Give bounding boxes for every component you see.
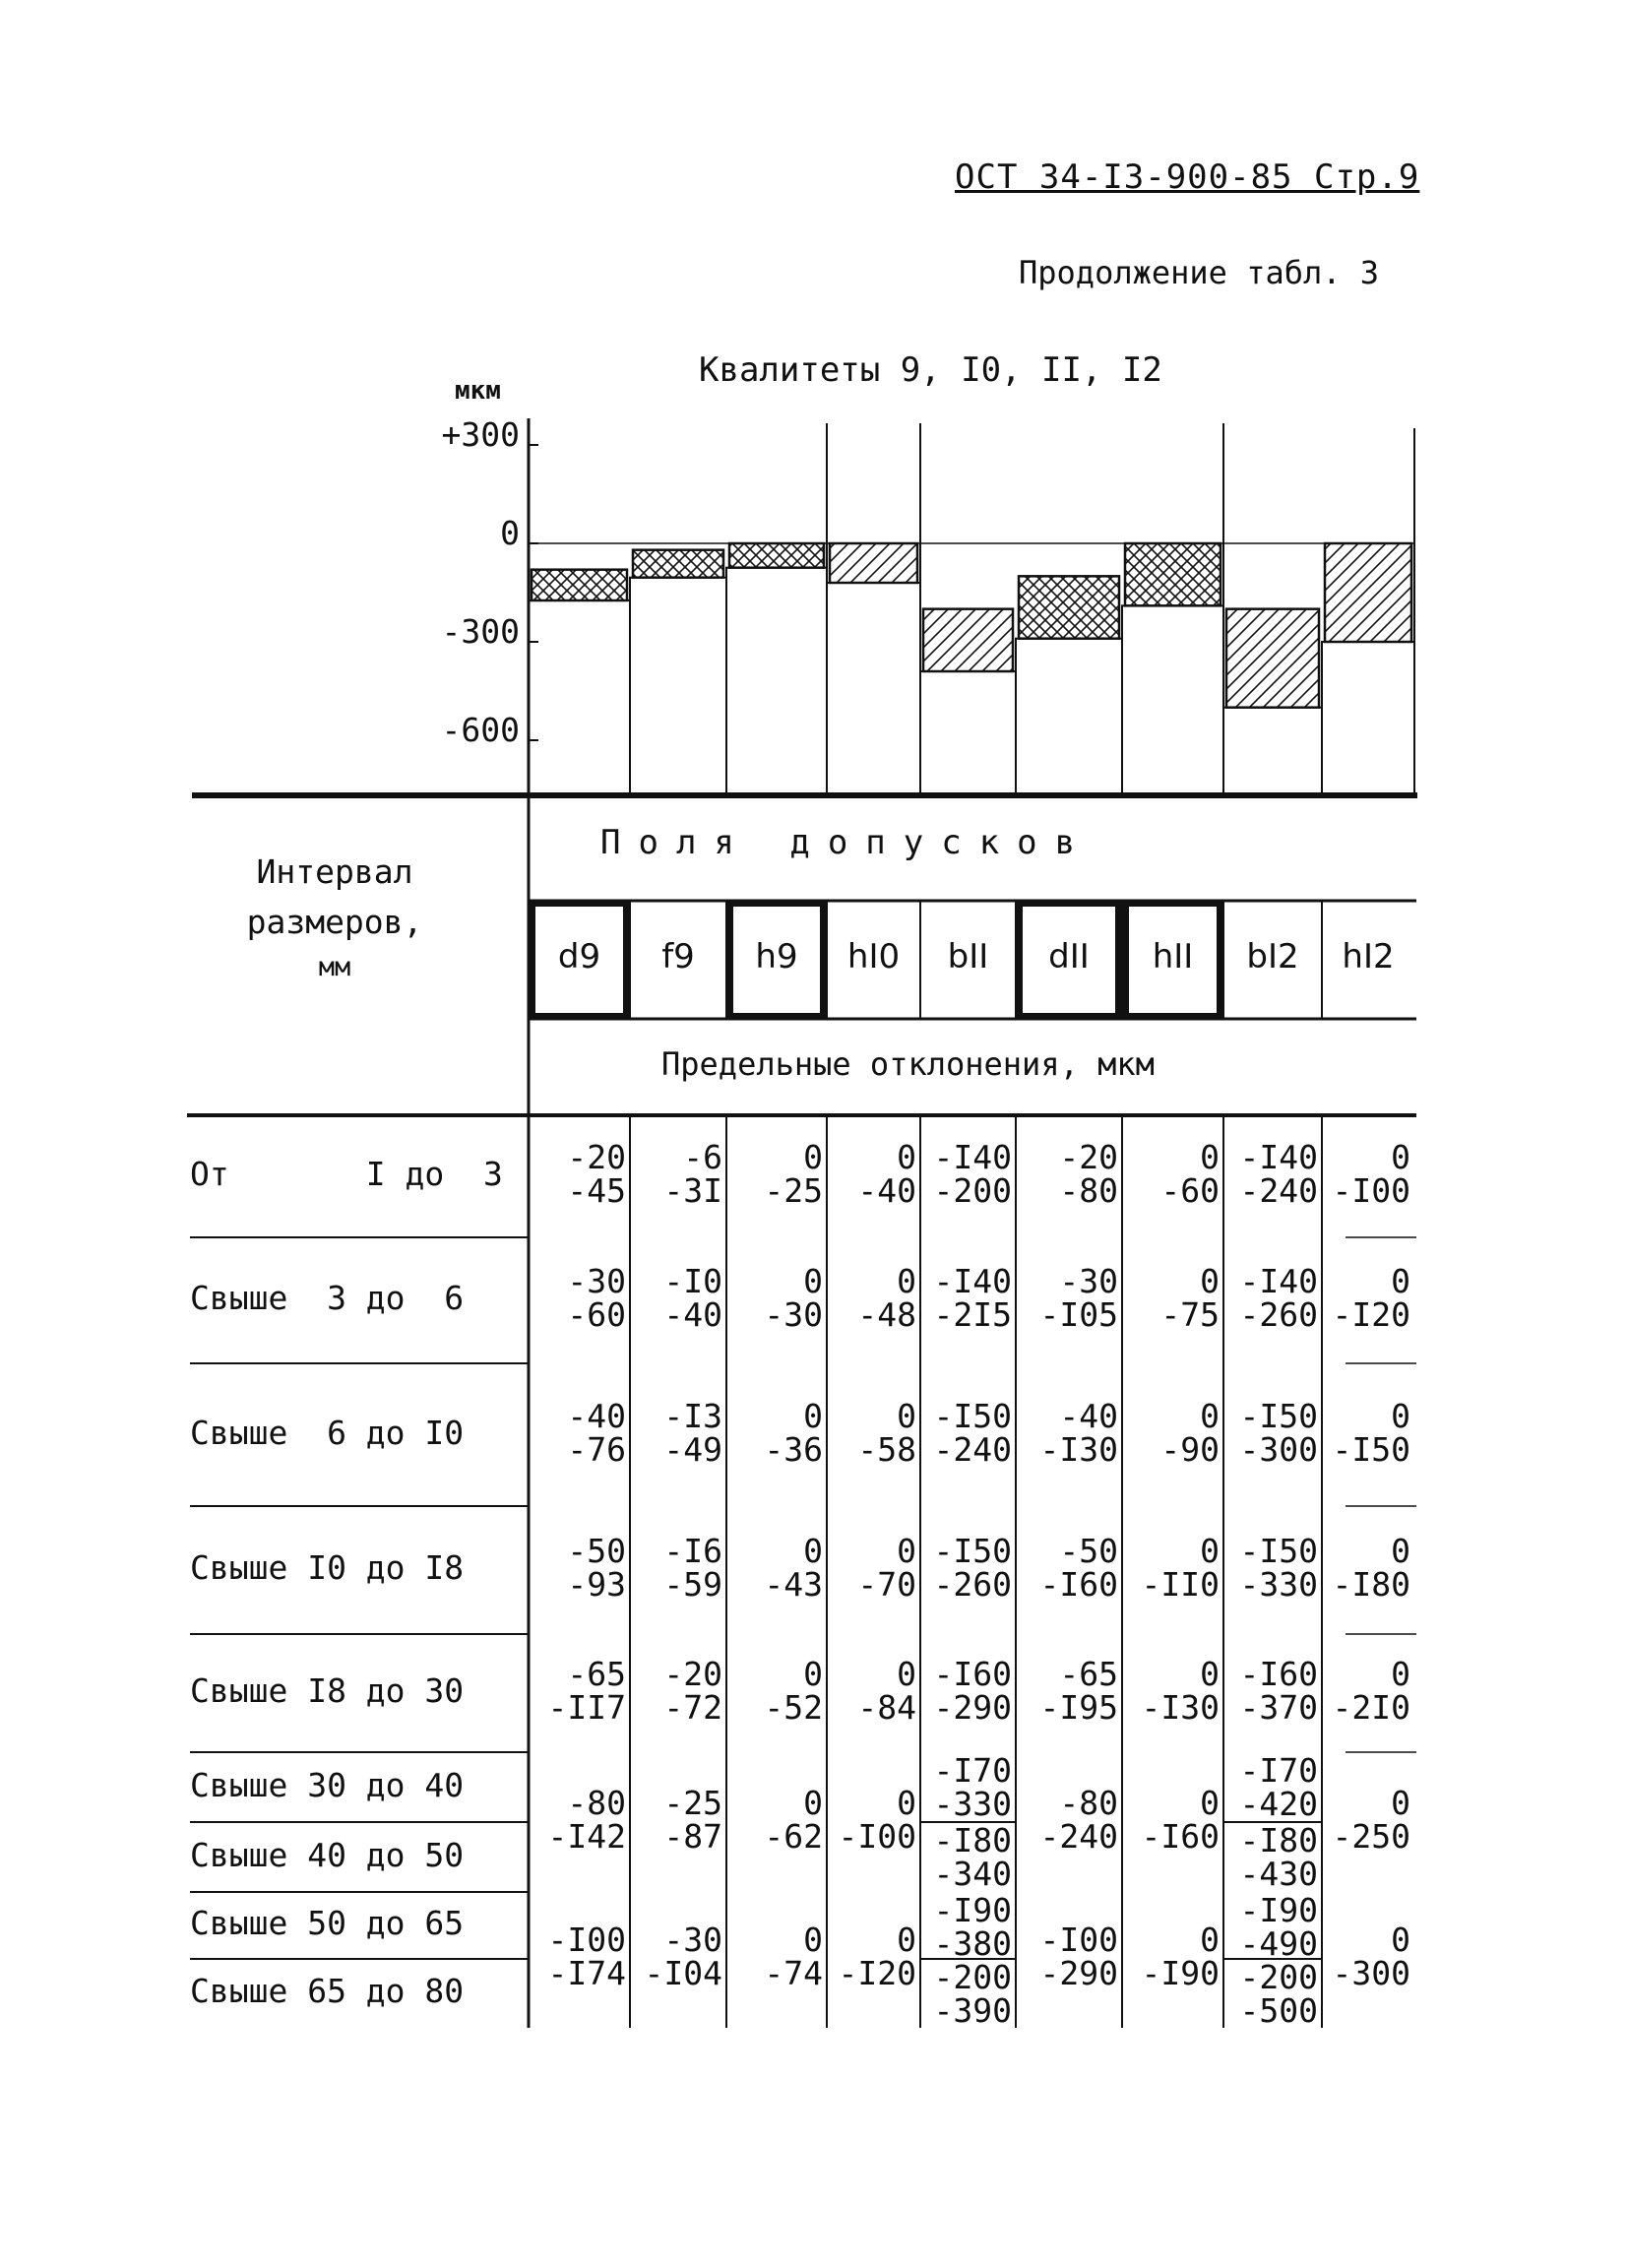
- group_50_80-h9-upper: 0: [803, 1921, 823, 1959]
- group_50_80-label-b: Свыше 65 до 80: [190, 1972, 465, 2010]
- cell-r3-dII-lower: -I60: [1039, 1565, 1118, 1604]
- group_30_50-h9-upper: 0: [803, 1784, 823, 1822]
- group_50_80-bI2-b-upper: -200: [1239, 1958, 1318, 1996]
- row-label-1: Свыше 3 до 6: [190, 1279, 465, 1317]
- cell-r0-dII-lower: -80: [1059, 1171, 1118, 1210]
- cell-r1-d9-lower: -60: [567, 1295, 626, 1334]
- cell-r3-f9-lower: -59: [663, 1565, 722, 1604]
- group_50_80-label-a: Свыше 50 до 65: [190, 1904, 465, 1942]
- row-label-4: Свыше I8 до 30: [190, 1671, 465, 1710]
- field-code-hI2: hI2: [1342, 937, 1395, 976]
- group_50_80-bII-b-upper: -200: [933, 1958, 1012, 1996]
- cell-r2-hI0-lower: -58: [857, 1429, 916, 1469]
- cell-r0-bI2-upper: -I40: [1239, 1138, 1318, 1176]
- cell-r0-f9-upper: -6: [683, 1138, 722, 1176]
- cell-r2-dII-lower: -I30: [1039, 1429, 1118, 1469]
- cell-r1-hI2-upper: 0: [1391, 1262, 1410, 1300]
- y-axis-unit: мкм: [455, 376, 501, 406]
- cell-r2-d9-upper: -40: [567, 1396, 626, 1435]
- cell-r1-f9-lower: -40: [663, 1295, 722, 1334]
- tolerance-bar-f9: [633, 550, 723, 578]
- interval-label-line3: мм: [318, 952, 351, 983]
- cell-r2-hI0-upper: 0: [897, 1396, 916, 1435]
- cell-r1-hI2-lower: -I20: [1332, 1295, 1410, 1334]
- group_30_50-dII-upper: -80: [1059, 1784, 1118, 1822]
- y-tick-300: +300: [441, 415, 520, 454]
- field-code-bII: bII: [947, 937, 989, 976]
- group_50_80-bI2-a-upper: -I90: [1239, 1891, 1318, 1929]
- group_30_50-bII-a-upper: -I70: [933, 1751, 1012, 1790]
- group_50_80-dII-upper: -I00: [1039, 1921, 1118, 1959]
- chart-column-h9: [726, 568, 827, 795]
- group_30_50-label-b: Свыше 40 до 50: [190, 1835, 465, 1874]
- cell-r4-hII-upper: 0: [1200, 1655, 1220, 1693]
- group_50_80-hI2-upper: 0: [1391, 1921, 1410, 1959]
- cell-r4-h9-upper: 0: [803, 1655, 823, 1693]
- group_30_50-hI2-lower: -250: [1332, 1817, 1410, 1856]
- cell-r1-bI2-upper: -I40: [1239, 1262, 1318, 1300]
- cell-r4-hI0-lower: -84: [857, 1688, 916, 1727]
- cell-r2-f9-upper: -I3: [663, 1396, 722, 1435]
- group_50_80-hI0-lower: -I20: [838, 1954, 916, 1992]
- tolerance-fields-label: Поля допусков: [600, 823, 1094, 862]
- group_50_80-dII-lower: -290: [1039, 1954, 1118, 1992]
- cell-r2-hII-upper: 0: [1200, 1396, 1220, 1435]
- group_50_80-h9-lower: -74: [764, 1954, 823, 1992]
- group_30_50-bI2-a-lower: -420: [1239, 1785, 1318, 1823]
- group_30_50-bI2-a-upper: -I70: [1239, 1751, 1318, 1790]
- cell-r2-h9-lower: -36: [764, 1429, 823, 1469]
- cell-r1-bII-lower: -2I5: [933, 1295, 1012, 1334]
- field-code-d9: d9: [557, 937, 601, 976]
- cell-r4-hI2-upper: 0: [1391, 1655, 1410, 1693]
- cell-r0-f9-lower: -3I: [663, 1171, 722, 1210]
- field-code-hII: hII: [1152, 937, 1194, 976]
- cell-r4-f9-upper: -20: [663, 1655, 722, 1693]
- limit-deviations-label: Предельные отклонения, мкм: [661, 1045, 1155, 1083]
- cell-r2-bII-upper: -I50: [933, 1396, 1012, 1435]
- cell-r4-d9-upper: -65: [567, 1655, 626, 1693]
- cell-r4-hII-lower: -I30: [1141, 1688, 1220, 1727]
- cell-r0-hI2-lower: -I00: [1332, 1171, 1410, 1210]
- interval-label-line1: Интервал: [256, 852, 413, 891]
- cell-r4-bI2-lower: -370: [1239, 1688, 1318, 1727]
- group_30_50-bI2-b-lower: -430: [1239, 1855, 1318, 1893]
- field-code-h9: h9: [755, 937, 798, 976]
- cell-r1-d9-upper: -30: [567, 1262, 626, 1300]
- group_30_50-hII-upper: 0: [1200, 1784, 1220, 1822]
- cell-r0-h9-lower: -25: [764, 1171, 823, 1210]
- cell-r3-dII-upper: -50: [1059, 1532, 1118, 1570]
- cell-r4-f9-lower: -72: [663, 1688, 722, 1727]
- group_30_50-hI2-upper: 0: [1391, 1784, 1410, 1822]
- cell-r4-bI2-upper: -I60: [1239, 1655, 1318, 1693]
- group_50_80-bII-a-lower: -380: [933, 1924, 1012, 1963]
- row-label-0: От I до 3: [190, 1155, 503, 1193]
- cell-r1-h9-lower: -30: [764, 1295, 823, 1334]
- group_50_80-hII-upper: 0: [1200, 1921, 1220, 1959]
- cell-r0-d9-upper: -20: [567, 1138, 626, 1176]
- cell-r0-hII-lower: -60: [1160, 1171, 1220, 1210]
- field-code-bI2: bI2: [1246, 937, 1299, 976]
- group_50_80-bII-a-upper: -I90: [933, 1891, 1012, 1929]
- tolerance-bar-hII: [1125, 543, 1221, 605]
- group_30_50-h9-lower: -62: [764, 1817, 823, 1856]
- cell-r3-hI2-upper: 0: [1391, 1532, 1410, 1570]
- cell-r0-bII-lower: -200: [933, 1171, 1012, 1210]
- cell-r1-f9-upper: -I0: [663, 1262, 722, 1300]
- cell-r2-bII-lower: -240: [933, 1429, 1012, 1469]
- row-label-2: Свыше 6 до I0: [190, 1413, 465, 1452]
- cell-r3-bII-lower: -260: [933, 1565, 1012, 1604]
- cell-r3-d9-upper: -50: [567, 1532, 626, 1570]
- cell-r3-hI0-upper: 0: [897, 1532, 916, 1570]
- cell-r0-hII-upper: 0: [1200, 1138, 1220, 1176]
- chart-column-dII: [1016, 639, 1122, 795]
- cell-r0-bI2-lower: -240: [1239, 1171, 1318, 1210]
- group_50_80-bI2-a-lower: -490: [1239, 1924, 1318, 1963]
- chart-column-hII: [1122, 605, 1223, 795]
- cell-r3-hI2-lower: -I80: [1332, 1565, 1410, 1604]
- cell-r3-hII-upper: 0: [1200, 1532, 1220, 1570]
- group_50_80-f9-upper: -30: [663, 1921, 722, 1959]
- row-label-3: Свыше I0 до I8: [190, 1548, 465, 1587]
- chart-column-f9: [630, 578, 726, 795]
- cell-r1-hI0-lower: -48: [857, 1295, 916, 1334]
- cell-r0-d9-lower: -45: [567, 1171, 626, 1210]
- cell-r3-bII-upper: -I50: [933, 1532, 1012, 1570]
- tolerance-bar-hI2: [1325, 543, 1411, 642]
- group_30_50-bI2-b-upper: -I80: [1239, 1821, 1318, 1859]
- cell-r3-d9-lower: -93: [567, 1565, 626, 1604]
- group_30_50-bII-b-lower: -340: [933, 1855, 1012, 1893]
- document-code: ОСТ 34-I3-900-85 Стр.9: [955, 158, 1420, 197]
- group_50_80-hI0-upper: 0: [897, 1921, 916, 1959]
- cell-r1-dII-upper: -30: [1059, 1262, 1118, 1300]
- cell-r1-h9-upper: 0: [803, 1262, 823, 1300]
- cell-r3-h9-upper: 0: [803, 1532, 823, 1570]
- group_30_50-hI0-lower: -I00: [838, 1817, 916, 1856]
- cell-r2-f9-lower: -49: [663, 1429, 722, 1469]
- tolerance-bar-d9: [532, 570, 627, 600]
- cell-r0-dII-upper: -20: [1059, 1138, 1118, 1176]
- interval-label: [187, 847, 482, 988]
- cell-r0-hI2-upper: 0: [1391, 1138, 1410, 1176]
- cell-r4-bII-lower: -290: [933, 1688, 1012, 1727]
- group_30_50-d9-lower: -I42: [547, 1817, 626, 1856]
- group_50_80-bII-b-lower: -390: [933, 1991, 1012, 2030]
- cell-r4-h9-lower: -52: [764, 1688, 823, 1727]
- cell-r3-f9-upper: -I6: [663, 1532, 722, 1570]
- cell-r2-hI2-lower: -I50: [1332, 1429, 1410, 1469]
- cell-r4-hI2-lower: -2I0: [1332, 1688, 1410, 1727]
- tolerance-bar-bI2: [1226, 609, 1319, 708]
- cell-r4-bII-upper: -I60: [933, 1655, 1012, 1693]
- field-code-dII: dII: [1048, 937, 1090, 976]
- group_30_50-d9-upper: -80: [567, 1784, 626, 1822]
- cell-r4-dII-upper: -65: [1059, 1655, 1118, 1693]
- tolerance-bar-hI0: [830, 543, 917, 583]
- table-continuation: Продолжение табл. 3: [1019, 254, 1380, 291]
- chart-column-hI0: [827, 583, 920, 795]
- tolerance-bar-bII: [923, 609, 1013, 671]
- group_30_50-bII-a-lower: -330: [933, 1785, 1012, 1823]
- cell-r1-bII-upper: -I40: [933, 1262, 1012, 1300]
- cell-r2-bI2-upper: -I50: [1239, 1396, 1318, 1435]
- cell-r0-bII-upper: -I40: [933, 1138, 1012, 1176]
- group_50_80-f9-lower: -I04: [644, 1954, 722, 1992]
- group_30_50-f9-upper: -25: [663, 1784, 722, 1822]
- cell-r0-h9-upper: 0: [803, 1138, 823, 1176]
- cell-r2-hI2-upper: 0: [1391, 1396, 1410, 1435]
- group_50_80-d9-upper: -I00: [547, 1921, 626, 1959]
- field-code-hI0: hI0: [846, 937, 901, 976]
- cell-r4-d9-lower: -II7: [547, 1688, 626, 1727]
- chart-column-hI2: [1322, 642, 1414, 795]
- cell-r1-hII-lower: -75: [1160, 1295, 1220, 1334]
- cell-r4-dII-lower: -I95: [1039, 1688, 1118, 1727]
- cell-r0-hI0-lower: -40: [857, 1171, 916, 1210]
- cell-r4-hI0-upper: 0: [897, 1655, 916, 1693]
- group_50_80-hII-lower: -I90: [1141, 1954, 1220, 1992]
- y-tick-0: 0: [500, 514, 520, 552]
- cell-r2-dII-upper: -40: [1059, 1396, 1118, 1435]
- tolerance-bar-dII: [1019, 576, 1119, 638]
- cell-r3-bI2-upper: -I50: [1239, 1532, 1318, 1570]
- tolerance-bar-h9: [729, 543, 824, 568]
- group_30_50-f9-lower: -87: [663, 1817, 722, 1856]
- group_30_50-hI0-upper: 0: [897, 1784, 916, 1822]
- cell-r1-hI0-upper: 0: [897, 1262, 916, 1300]
- cell-r1-hII-upper: 0: [1200, 1262, 1220, 1300]
- cell-r3-bI2-lower: -330: [1239, 1565, 1318, 1604]
- cell-r3-h9-lower: -43: [764, 1565, 823, 1604]
- group_50_80-d9-lower: -I74: [547, 1954, 626, 1992]
- cell-r2-hII-lower: -90: [1160, 1429, 1220, 1469]
- chart-title: Квалитеты 9, I0, II, I2: [699, 350, 1162, 390]
- interval-label-line2: размеров,: [246, 903, 423, 942]
- group_30_50-hII-lower: -I60: [1141, 1817, 1220, 1856]
- group_30_50-label-a: Свыше 30 до 40: [190, 1765, 465, 1804]
- cell-r2-bI2-lower: -300: [1239, 1429, 1318, 1469]
- cell-r1-dII-lower: -I05: [1039, 1295, 1118, 1334]
- cell-r2-h9-upper: 0: [803, 1396, 823, 1435]
- y-tick-minus-600: -600: [441, 711, 520, 749]
- chart-column-bI2: [1223, 708, 1322, 795]
- cell-r3-hII-lower: -II0: [1141, 1565, 1220, 1604]
- cell-r0-hI0-upper: 0: [897, 1138, 916, 1176]
- field-code-f9: f9: [661, 937, 695, 976]
- group_30_50-bII-b-upper: -I80: [933, 1821, 1012, 1859]
- cell-r2-d9-lower: -76: [567, 1429, 626, 1469]
- y-tick-minus-300: -300: [441, 612, 520, 651]
- chart-column-d9: [529, 600, 630, 795]
- cell-r3-hI0-lower: -70: [857, 1565, 916, 1604]
- chart-column-bII: [920, 671, 1016, 795]
- cell-r1-bI2-lower: -260: [1239, 1295, 1318, 1334]
- group_50_80-hI2-lower: -300: [1332, 1954, 1410, 1992]
- group_30_50-dII-lower: -240: [1039, 1817, 1118, 1856]
- group_50_80-bI2-b-lower: -500: [1239, 1991, 1318, 2030]
